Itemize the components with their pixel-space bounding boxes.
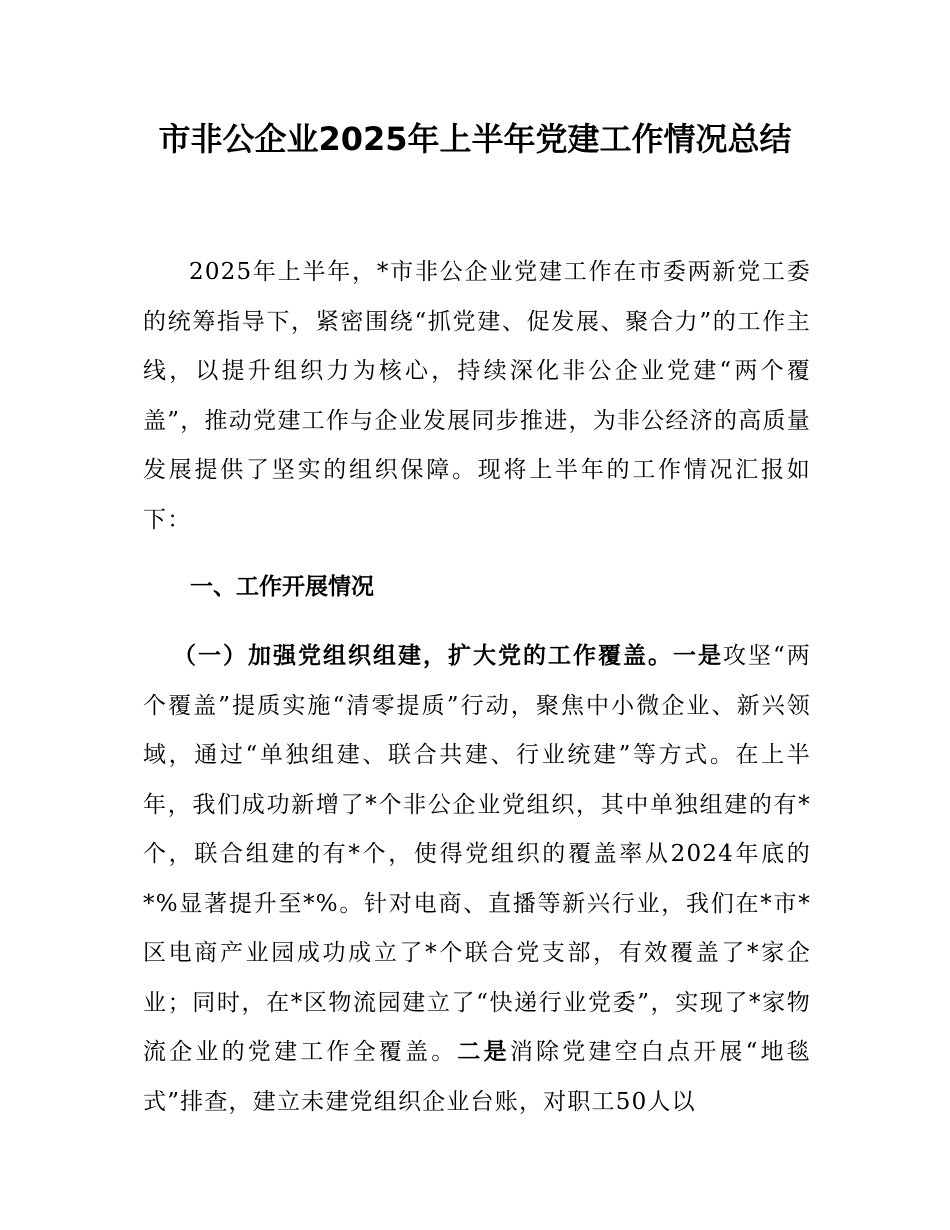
- point-marker-first: 一是: [673, 643, 724, 669]
- point-text-first: 攻坚“两个覆盖”提质实施“清零提质”行动，聚焦中小微企业、新兴领域，通过“单独组建、联合共建、行业统建”等方式。在上半年，我们成功新增了*个非公企业党组织，其中单独组建的有*个，联合组建的有*个，使得党组织的覆盖率从2024年底的*%显著提升至*%。针对电商、直播等新兴行业，我们在*市*区电商产业园成功成立了*个联合党支部，有效覆盖了*家企业；同时，在*区物流园建立了“快递行业党委”，实现了*家物流企业的党建工作全覆盖。: [143, 643, 812, 1065]
- intro-paragraph: 2025年上半年，*市非公企业党建工作在市委两新党工委的统筹指导下，紧密围绕“抓党建、促发展、聚合力”的工作主线，以提升组织力为核心，持续深化非公企业党建“两个覆盖”，推动党建工作与企业发展同步推进，为非公经济的高质量发展提供了坚实的组织保障。现将上半年的工作情况汇报如下：: [143, 259, 811, 533]
- section-heading-work-progress: 一、工作开展情况: [190, 574, 374, 600]
- paragraph-lead: （一）加强党组织组建，扩大党的工作覆盖。: [173, 643, 674, 669]
- point-marker-second: 二是: [457, 1039, 510, 1065]
- point-text-second: 消除党建空白点开展“地毯式”排查，建立未建党组织企业台账，对职工50人以: [143, 1039, 811, 1115]
- document-title: 市非公企业2025年上半年党建工作情况总结: [158, 120, 792, 158]
- paragraph-party-organization: [143, 632, 811, 1127]
